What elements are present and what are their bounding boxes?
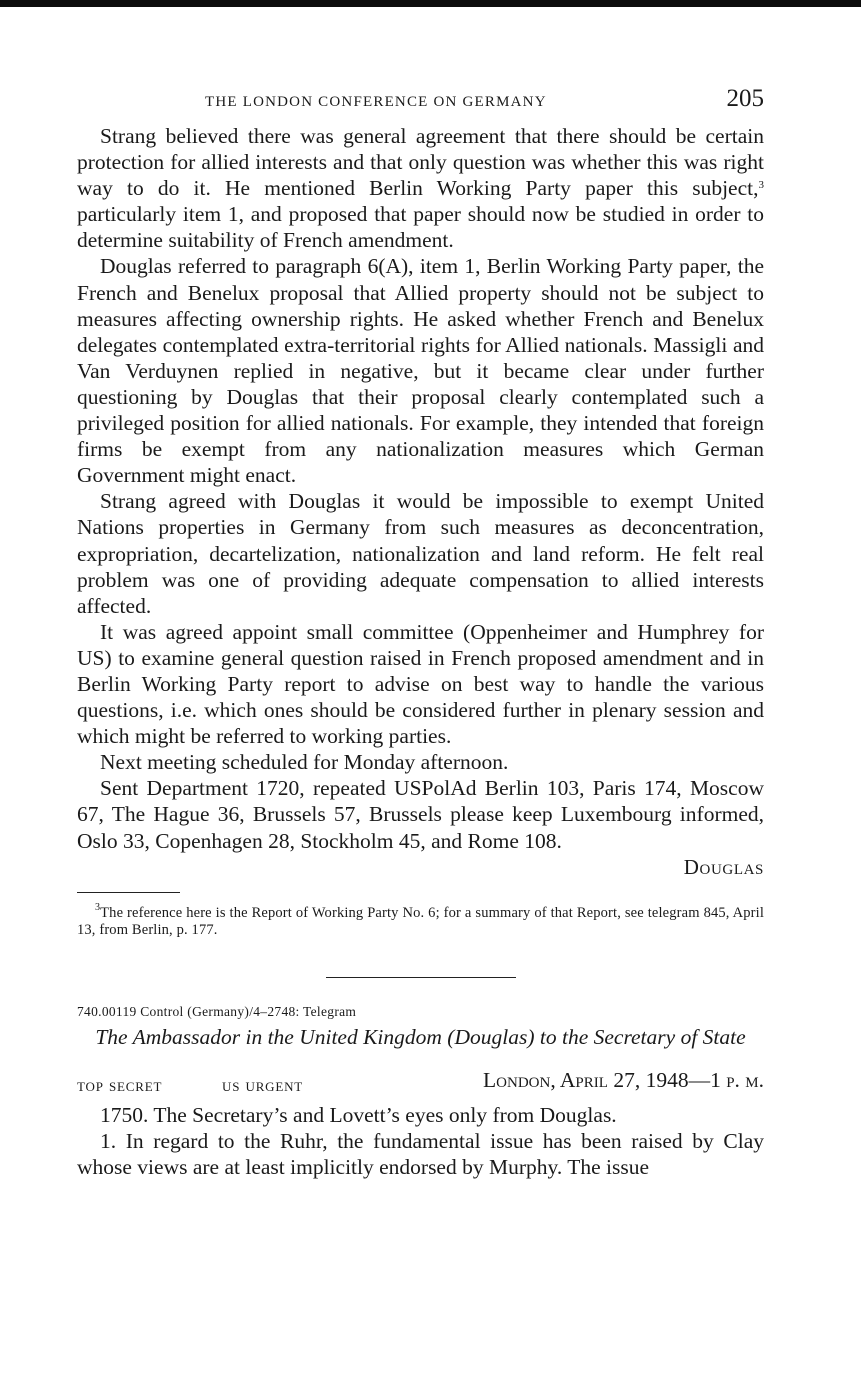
footnote-text: The reference here is the Report of Working Party No. 6; for a summary of that Report, see telegram 845, April 13, from Berlin, p. 177.: [77, 904, 764, 939]
footnote-reference: 3: [758, 179, 764, 192]
book-page: [77, 87, 764, 1180]
paragraph-next-meeting: Next meeting scheduled for Monday afternoon.: [100, 750, 509, 775]
paragraph-strang-agreement: [77, 123, 764, 253]
telegram-body-text: [77, 123, 764, 883]
dateline: London, April 27, 1948—1 p. m.: [483, 1068, 764, 1093]
paragraph-committee: It was agreed appoint small committee (Oppenheimer and Humphrey for US) to examine general question raised in French proposed amendment and in Berlin Working Party report to advise on best way to handle the various questions, i.e. which ones should be considered further in plenary session and which might be referred to working parties.: [77, 619, 764, 749]
paragraph-eyes-only: 1750. The Secretary’s and Lovett’s eyes only from Douglas.: [100, 1103, 617, 1128]
page-top-edge: [0, 0, 861, 7]
paragraph-text: Strang believed there was general agreement that there should be certain protection for allied interests and that only question was whether this was right way to do it. He mentioned Berlin Working Party paper this subject,: [77, 124, 764, 201]
running-header: [77, 87, 764, 123]
paragraph-distribution: Sent Department 1720, repeated USPolAd Berlin 103, Paris 174, Moscow 67, The Hague 36, Brussels 57, Brussels please keep Luxembourg informed, Oslo 33, Copenhagen 28, Stockholm 45, and Rome 108.: [77, 776, 764, 853]
signature: Douglas: [683, 854, 764, 879]
page-number: 205: [726, 85, 764, 112]
running-title: THE LONDON CONFERENCE ON GERMANY: [205, 94, 547, 110]
footnote: [77, 901, 764, 940]
footnote-marker: 3: [95, 901, 101, 913]
footnote-rule: [77, 892, 180, 893]
paragraph-strang-agreed: Strang agreed with Douglas it would be impossible to exempt United Nations properties in Germany from such measures as deconcentration, expropriation, decartelization, nationalization and land reform. He felt real problem was one of providing adequate compensation to allied interests affected.: [77, 489, 764, 618]
classification: top secret: [77, 1075, 163, 1096]
file-number: 740.00119 Control (Germany)/4–2748: Telegram: [77, 1003, 357, 1019]
second-telegram-text: [77, 1102, 764, 1180]
paragraph-text: particularly item 1, and proposed that paper should now be studied in order to determine suitability of French amendment.: [77, 202, 764, 253]
paragraph-ruhr-issue: 1. In regard to the Ruhr, the fundamental issue has been raised by Clay whose views are at least implicitly endorsed by Murphy. The issue: [77, 1129, 764, 1180]
telegram-metadata: [77, 1070, 764, 1096]
document-title: The Ambassador in the United Kingdom (Douglas) to the Secretary of State: [95, 1024, 746, 1049]
section-separator: [326, 977, 516, 978]
paragraph-douglas-referred: Douglas referred to paragraph 6(A), item 1, Berlin Working Party paper, the French and Benelux proposal that Allied property should not be subject to measures affecting ownership rights. He asked whether French and Benelux delegates contemplated extra-territorial rights for Allied nationals. Massigli and Van Verduynen replied in negative, but it became clear under further questioning by Douglas that their proposal clearly contemplated such a privileged position for allied nationals. For example, they intended that foreign firms be exempt from any nationalization measures which German Government might enact.: [77, 254, 764, 488]
urgency: us urgent: [222, 1075, 304, 1096]
